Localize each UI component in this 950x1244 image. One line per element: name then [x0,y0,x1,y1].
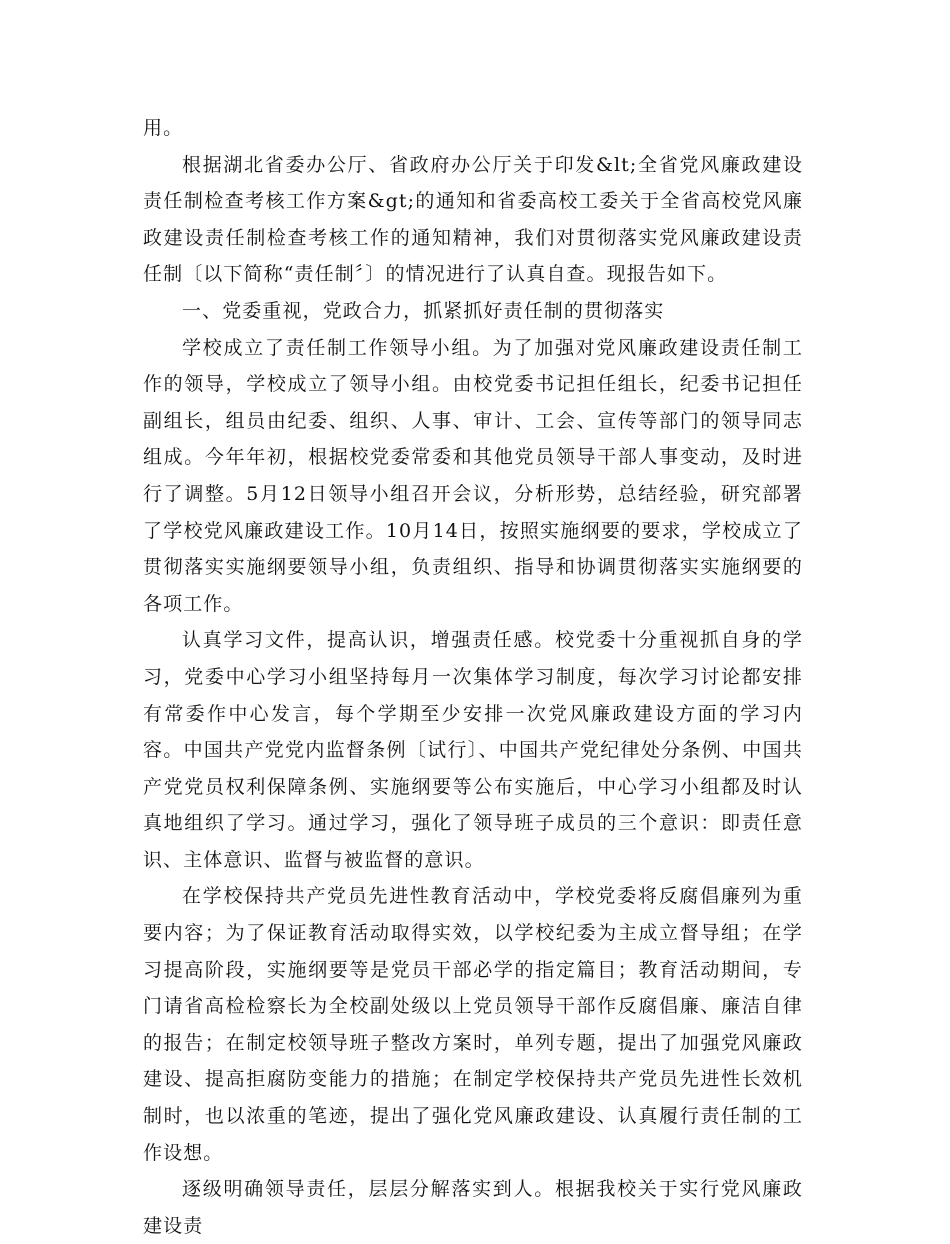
paragraph-leadership-group: 学校成立了责任制工作领导小组。为了加强对党风廉政建设责任制工作的领导，学校成立了领导小组。由校党委书记担任组长，纪委书记担任副组长，组员由纪委、组织、人事、审计、工会、宣传等部门的领导同志组成。今年年初，根据校党委常委和其他党员领导干部人事变动，及时进行了调整。5月12日领导小组召开会议，分析形势，总结经验，研究部署了学校党风廉政建设工作。10月14日，按照实施纲要的要求，学校成立了贯彻落实实施纲要领导小组，负责组织、指导和协调贯彻落实实施纲要的各项工作。 [143,336,803,615]
paragraph-intro: 根据湖北省委办公厅、省政府办公厅关于印发&lt;全省党风廉政建设责任制检查考核工作方案&gt;的通知和省委高校工委关于全省高校党风廉政建设责任制检查考核工作的通知精神，我们对贯彻落实党风廉政建设责任制〔以下简称“责任制〞〕的情况进行了认真自查。现报告如下。 [143,153,803,286]
paragraph-study-documents: 认真学习文件，提高认识，增强责任感。校党委十分重视抓自身的学习，党委中心学习小组坚持每月一次集体学习制度，每次学习讨论都安排有常委作中心发言，每个学期至少安排一次党风廉政建设方面的学习内容。中国共产党党内监督条例〔试行〕、中国共产党纪律处分条例、中国共产党党员权利保障条例、实施纲要等公布实施后，中心学习小组都及时认真地组织了学习。通过学习，强化了领导班子成员的三个意识：即责任意识、主体意识、监督与被监督的意识。 [143,629,803,871]
document-body [143,110,803,1244]
paragraph-responsibility: 逐级明确领导责任，层层分解落实到人。根据我校关于实行党风廉政建设责 [143,1178,803,1237]
paragraph-fragment: 用。 [143,117,184,139]
paragraph-education-activity: 在学校保持共产党员先进性教育活动中，学校党委将反腐倡廉列为重要内容；为了保证教育活动取得实效，以学校纪委为主成立督导组；在学习提高阶段，实施纲要等是党员干部必学的指定篇目；教育活动期间，专门请省高检检察长为全校副处级以上党员领导干部作反腐倡廉、廉洁自律的报告；在制定校领导班子整改方案时，单列专题，提出了加强党风廉政建设、提高拒腐防变能力的措施；在制定学校保持共产党员先进性长效机制时，也以浓重的笔迹，提出了强化党风廉政建设、认真履行责任制的工作设想。 [143,885,803,1164]
section-heading: 一、党委重视，党政合力，抓紧抓好责任制的贯彻落实 [182,299,665,322]
